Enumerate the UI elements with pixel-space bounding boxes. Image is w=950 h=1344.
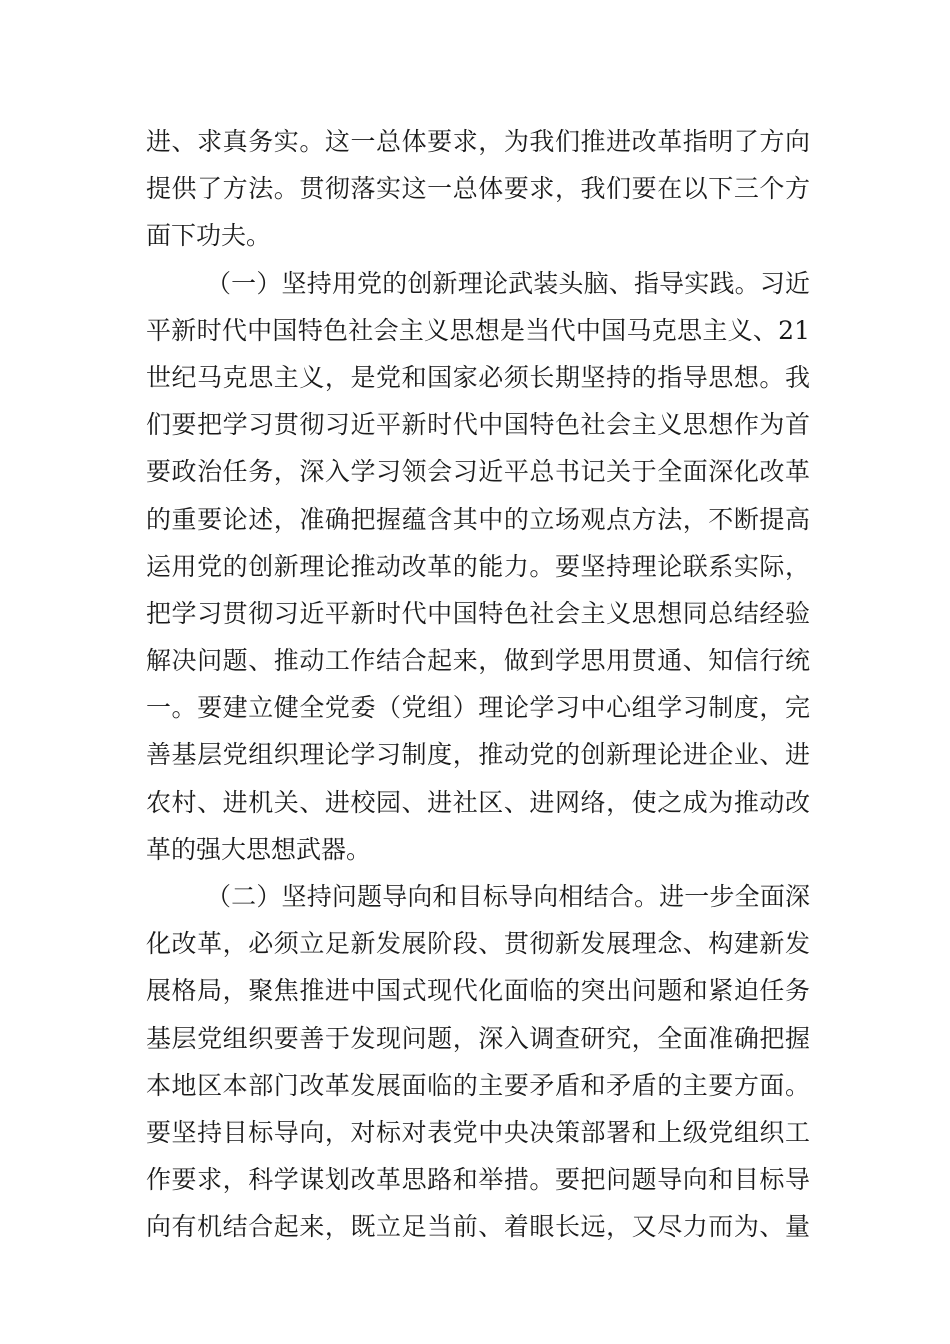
text-line: 们要把学习贯彻习近平新时代中国特色社会主义思想作为首 [146, 410, 810, 440]
text-line: 作要求，科学谋划改革思路和举措。要把问题导向和目标导 [146, 1165, 810, 1195]
text-line: 提供了方法。贯彻落实这一总体要求，我们要在以下三个方 [146, 174, 810, 204]
text-line: 要政治任务，深入学习领会习近平总书记关于全面深化改革 [146, 457, 810, 487]
text-line: 把学习贯彻习近平新时代中国特色社会主义思想同总结经验 [146, 598, 810, 628]
section-heading-line: （一）坚持用党的创新理论武装头脑、指导实践。习近 [206, 268, 810, 298]
text-line: 向有机结合起来，既立足当前、着眼长远，又尽力而为、量 [146, 1212, 810, 1242]
text-line: 解决问题、推动工作结合起来，做到学思用贯通、知信行统 [146, 646, 810, 676]
text-line: 基层党组织要善于发现问题，深入调查研究，全面准确把握 [146, 1023, 810, 1053]
text-line: 化改革，必须立足新发展阶段、贯彻新发展理念、构建新发 [146, 929, 810, 959]
section-heading-line: （二）坚持问题导向和目标导向相结合。进一步全面深 [206, 882, 810, 911]
text-line: 展格局，聚焦推进中国式现代化面临的突出问题和紧迫任务 [146, 976, 810, 1006]
text-line: 世纪马克思主义，是党和国家必须长期坚持的指导思想。我 [146, 362, 810, 392]
body-text [146, 118, 810, 1251]
text-line: 的重要论述，准确把握蕴含其中的立场观点方法，不断提高 [146, 504, 810, 534]
text-line: 本地区本部门改革发展面临的主要矛盾和矛盾的主要方面。 [146, 1070, 810, 1100]
text-line: 农村、进机关、进校园、进社区、进网络，使之成为推动改 [146, 787, 810, 817]
text-line: 要坚持目标导向，对标对表党中央决策部署和上级党组织工 [146, 1117, 810, 1147]
text-line: 运用党的创新理论推动改革的能力。要坚持理论联系实际， [146, 551, 810, 581]
text-line: 进、求真务实。这一总体要求，为我们推进改革指明了方向 [146, 127, 810, 156]
text-line: 面下功夫。 [146, 221, 272, 251]
text-line: 革的强大思想武器。 [146, 834, 372, 864]
text-line: 平新时代中国特色社会主义思想是当代中国马克思主义、21 [146, 315, 810, 345]
text-line: 一。要建立健全党委（党组）理论学习中心组学习制度，完 [146, 693, 810, 723]
text-line: 善基层党组织理论学习制度，推动党的创新理论进企业、进 [146, 740, 810, 770]
